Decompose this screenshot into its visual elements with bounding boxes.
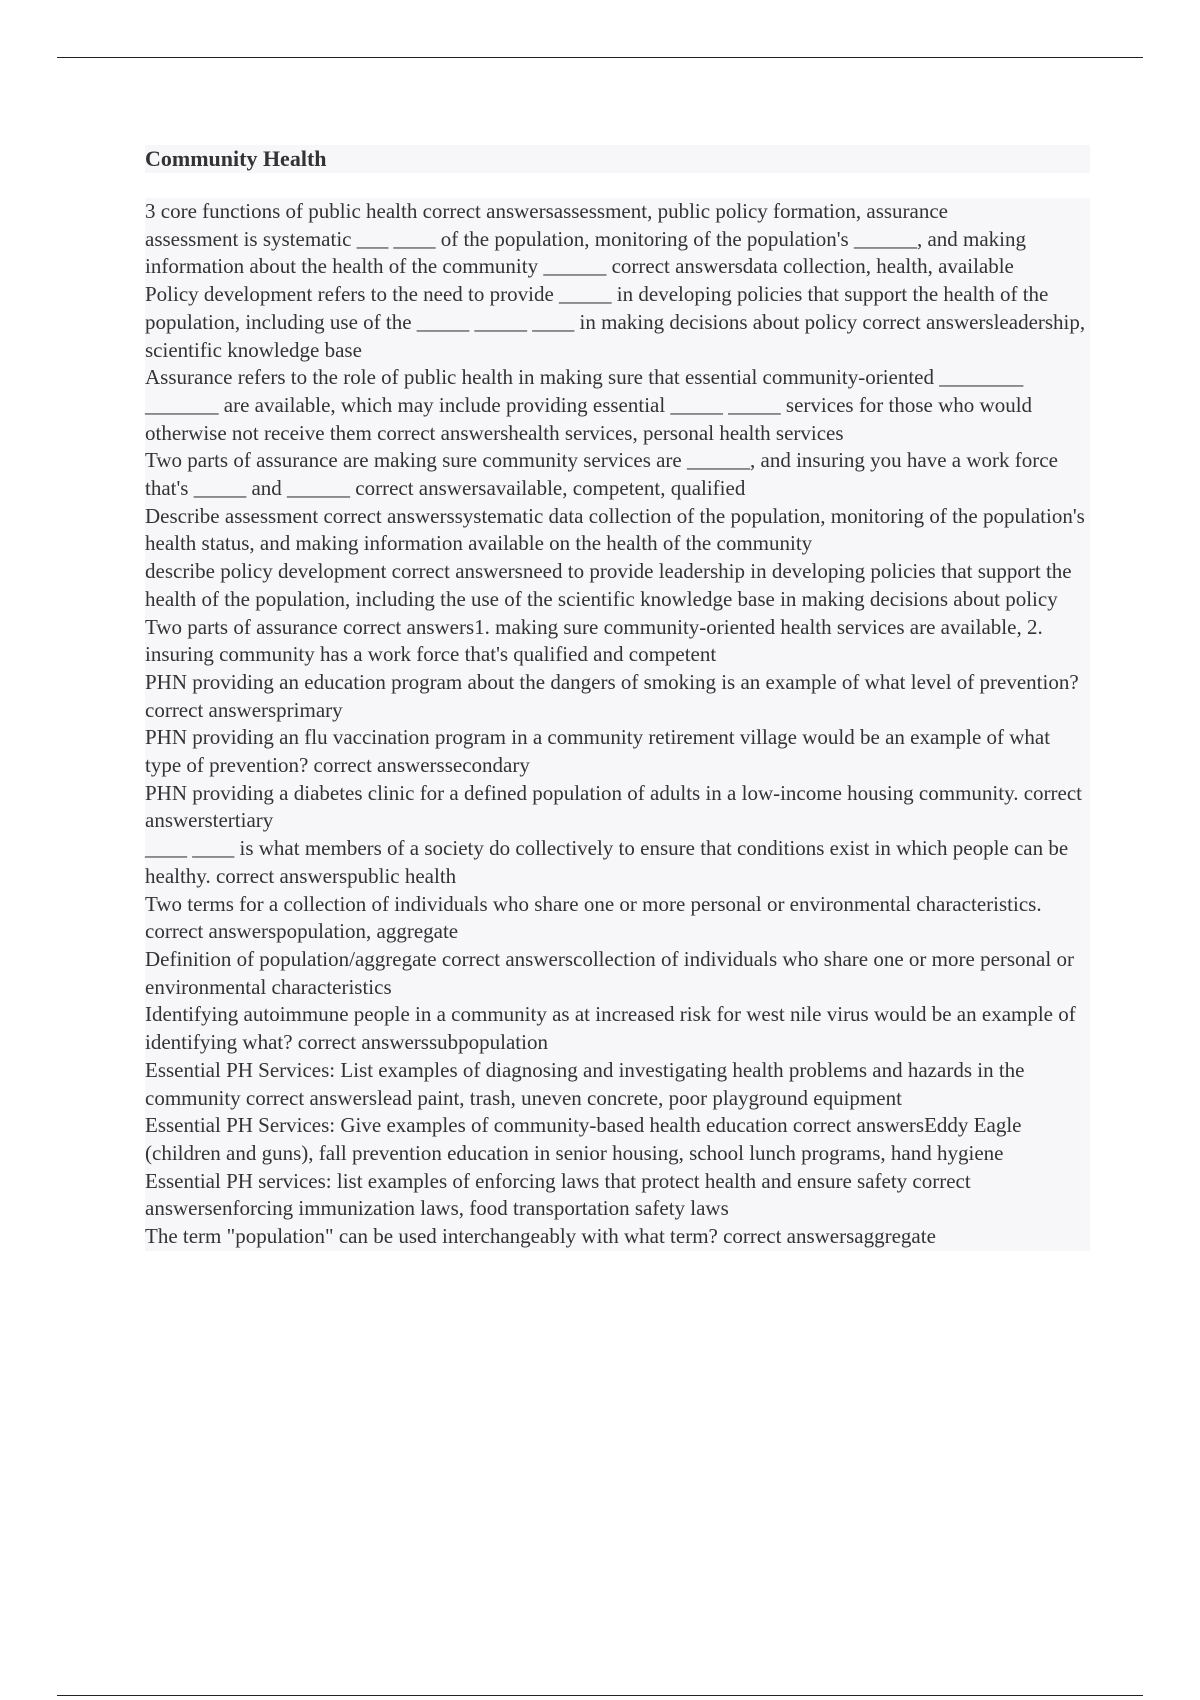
qa-item: ____ ____ is what members of a society do collectively to ensure that conditions exist in which people can be healthy. correct answerspublic health <box>145 835 1090 890</box>
qa-item: Policy development refers to the need to provide _____ in developing policies that support the health of the population, including use of the _____ _____ ____ in making decisions about policy correct answersleadership, scientific knowledge base <box>145 281 1090 364</box>
qa-item: Two terms for a collection of individuals who share one or more personal or environmental characteristics. correct answerspopulation, aggregate <box>145 891 1090 946</box>
qa-item: Definition of population/aggregate correct answerscollection of individuals who share one or more personal or environmental characteristics <box>145 946 1090 1001</box>
qa-item: Identifying autoimmune people in a community as at increased risk for west nile virus would be an example of identifying what? correct answerssubpopulation <box>145 1001 1090 1056</box>
qa-item: Essential PH services: list examples of enforcing laws that protect health and ensure safety correct answersenforcing immunization laws, food transportation safety laws <box>145 1168 1090 1223</box>
top-divider <box>57 57 1143 58</box>
qa-item: 3 core functions of public health correct answersassessment, public policy formation, assurance <box>145 198 1090 226</box>
qa-item: PHN providing an education program about the dangers of smoking is an example of what level of prevention? correct answersprimary <box>145 669 1090 724</box>
qa-item: Assurance refers to the role of public health in making sure that essential community-oriented ________ _______ are available, which may include providing essential _____ _____ services for those who would otherwise not receive them correct answershealth services, personal health services <box>145 364 1090 447</box>
qa-item: Essential PH Services: Give examples of community-based health education correct answersEddy Eagle (children and guns), fall prevention education in senior housing, school lunch programs, hand hygiene <box>145 1112 1090 1167</box>
qa-item: Essential PH Services: List examples of diagnosing and investigating health problems and hazards in the community correct answerslead paint, trash, uneven concrete, poor playground equipment <box>145 1057 1090 1112</box>
qa-item: Describe assessment correct answerssystematic data collection of the population, monitoring of the population's health status, and making information available on the health of the community <box>145 503 1090 558</box>
document-body <box>145 145 1090 1251</box>
qa-item: Two parts of assurance correct answers1. making sure community-oriented health services are available, 2. insuring community has a work force that's qualified and competent <box>145 614 1090 669</box>
qa-item: PHN providing a diabetes clinic for a defined population of adults in a low-income housing community. correct answerstertiary <box>145 780 1090 835</box>
qa-item: Two parts of assurance are making sure community services are ______, and insuring you have a work force that's _____ and ______ correct answersavailable, competent, qualified <box>145 447 1090 502</box>
document-title: Community Health <box>145 145 1090 173</box>
qa-item: The term "population" can be used interchangeably with what term? correct answersaggregate <box>145 1223 1090 1251</box>
qa-item: PHN providing an flu vaccination program in a community retirement village would be an example of what type of prevention? correct answerssecondary <box>145 724 1090 779</box>
qa-item: describe policy development correct answersneed to provide leadership in developing policies that support the health of the population, including the use of the scientific knowledge base in making decisions about policy <box>145 558 1090 613</box>
bottom-divider <box>57 1695 1143 1696</box>
qa-list <box>145 198 1090 1251</box>
qa-item: assessment is systematic ___ ____ of the population, monitoring of the population's ______, and making information about the health of the community ______ correct answersdata collection, health, available <box>145 226 1090 281</box>
